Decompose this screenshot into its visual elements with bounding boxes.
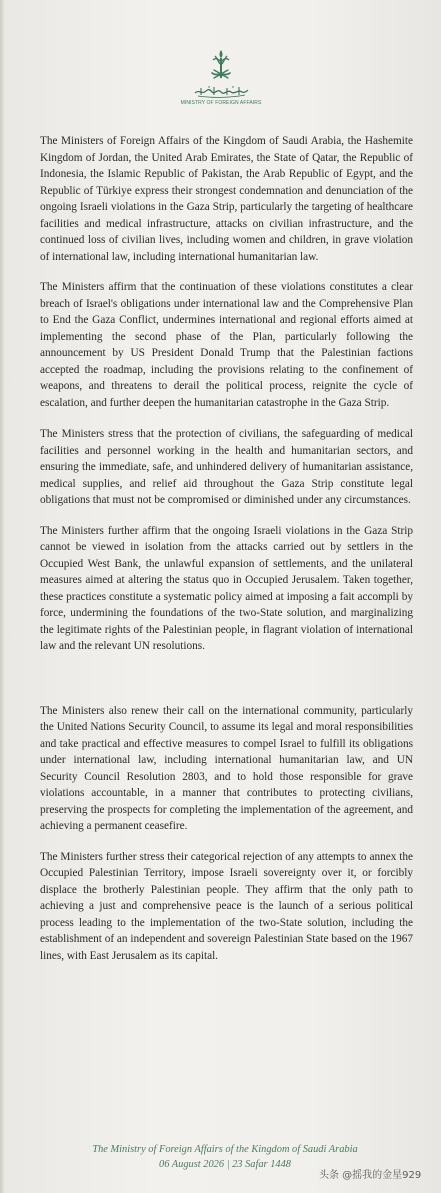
statement-paragraph: The Ministers affirm that the continuation of these violations constitutes a clear breach of Israel's obligations under international law and the Comprehensive Plan to End the Gaza Conflict, undermines international and regional efforts aimed at implementing the second phase of the Plan, particularly following the announcement by US President Donald Trump that the Palestinian factions accepted the roadmap, including the provisions relating to the confinement of weapons, and threatens to derail the political process, reignite the cycle of escalation, and further deepen the humanitarian catastrophe in the Gaza Strip. <box>40 281 413 409</box>
statement-body <box>40 133 413 964</box>
statement-paragraph: The Ministers also renew their call on the international community, particularly the United Nations Security Council, to assume its legal and moral responsibilities and take practical and effective measures to compel Israel to fulfill its obligations under international law, including international humanitarian law, and UN Security Council Resolution 2803, and to hold those responsible for grave violations accountable, in a manner that contributes to protecting civilians, preserving the prospects for completing the implementation of the agreement, and achieving a permanent ceasefire. <box>40 704 413 832</box>
statement-paragraph: The Ministers further affirm that the ongoing Israeli violations in the Gaza Strip cannot be viewed in isolation from the attacks carried out by settlers in the Occupied West Bank, the unlawful expansion of settlements, and the unilateral measures aimed at altering the status quo in Occupied Jerusalem. Taken together, these practices constitute a systematic policy aimed at imposing a fait accompli by force, undermining the foundations of the two-State solution, and marginalizing the legitimate rights of the Palestinian people, in flagrant violation of international law and the relevant UN resolutions. <box>40 524 413 652</box>
statement-paragraph: The Ministers of Foreign Affairs of the Kingdom of Saudi Arabia, the Hashemite Kingdom of Jordan, the United Arab Emirates, the State of Qatar, the Republic of Indonesia, the Islamic Republic of Pakistan, the Arab Republic of Egypt, and the Republic of Türkiye express their strongest condemnation and denunciation of the ongoing Israeli violations in the Gaza Strip, particularly the targeting of healthcare facilities and medical infrastructure, attacks on civilian infrastructure, and the continued loss of civilian lives, including women and children, in grave violation of international law, including international humanitarian law. <box>40 135 413 263</box>
ministry-english-small-label: MINISTRY OF FOREIGN AFFAIRS <box>180 100 262 106</box>
statement-paragraph: The Ministers further stress their categorical rejection of any attempts to annex the Occupied Palestinian Territory, impose Israeli sovereignty over it, or forcibly displace the brotherly Palestinian people. They affirm that the only path to achieving a just and comprehensive peace is the launch of a serious political process leading to the implementation of the two-State solution, including the establishment of an independent and sovereign Palestinian State based on the 1967 lines, with East Jerusalem as its capital. <box>40 850 413 962</box>
source-watermark: 头条 @摇我的金星929 <box>319 1170 422 1181</box>
saudi-emblem-icon <box>207 48 235 82</box>
footer-date: 06 August 2026 | 23 Safar 1448 <box>159 1159 291 1170</box>
footer-ministry-title: The Ministry of Foreign Affairs of the Kingdom of Saudi Arabia <box>92 1144 358 1155</box>
ministry-header <box>177 48 265 108</box>
arabic-ministry-logo <box>193 83 249 99</box>
page-edge-shadow <box>0 0 5 1193</box>
statement-paragraph: The Ministers stress that the protection of civilians, the safeguarding of medical facilities and personnel working in the health and humanitarian sectors, and ensuring the immediate, safe, and unhindered delivery of humanitarian assistance, medical supplies, and relief aid throughout the Gaza Strip constitute legal obligations that must not be compromised or diminished under any circumstances. <box>40 428 413 506</box>
